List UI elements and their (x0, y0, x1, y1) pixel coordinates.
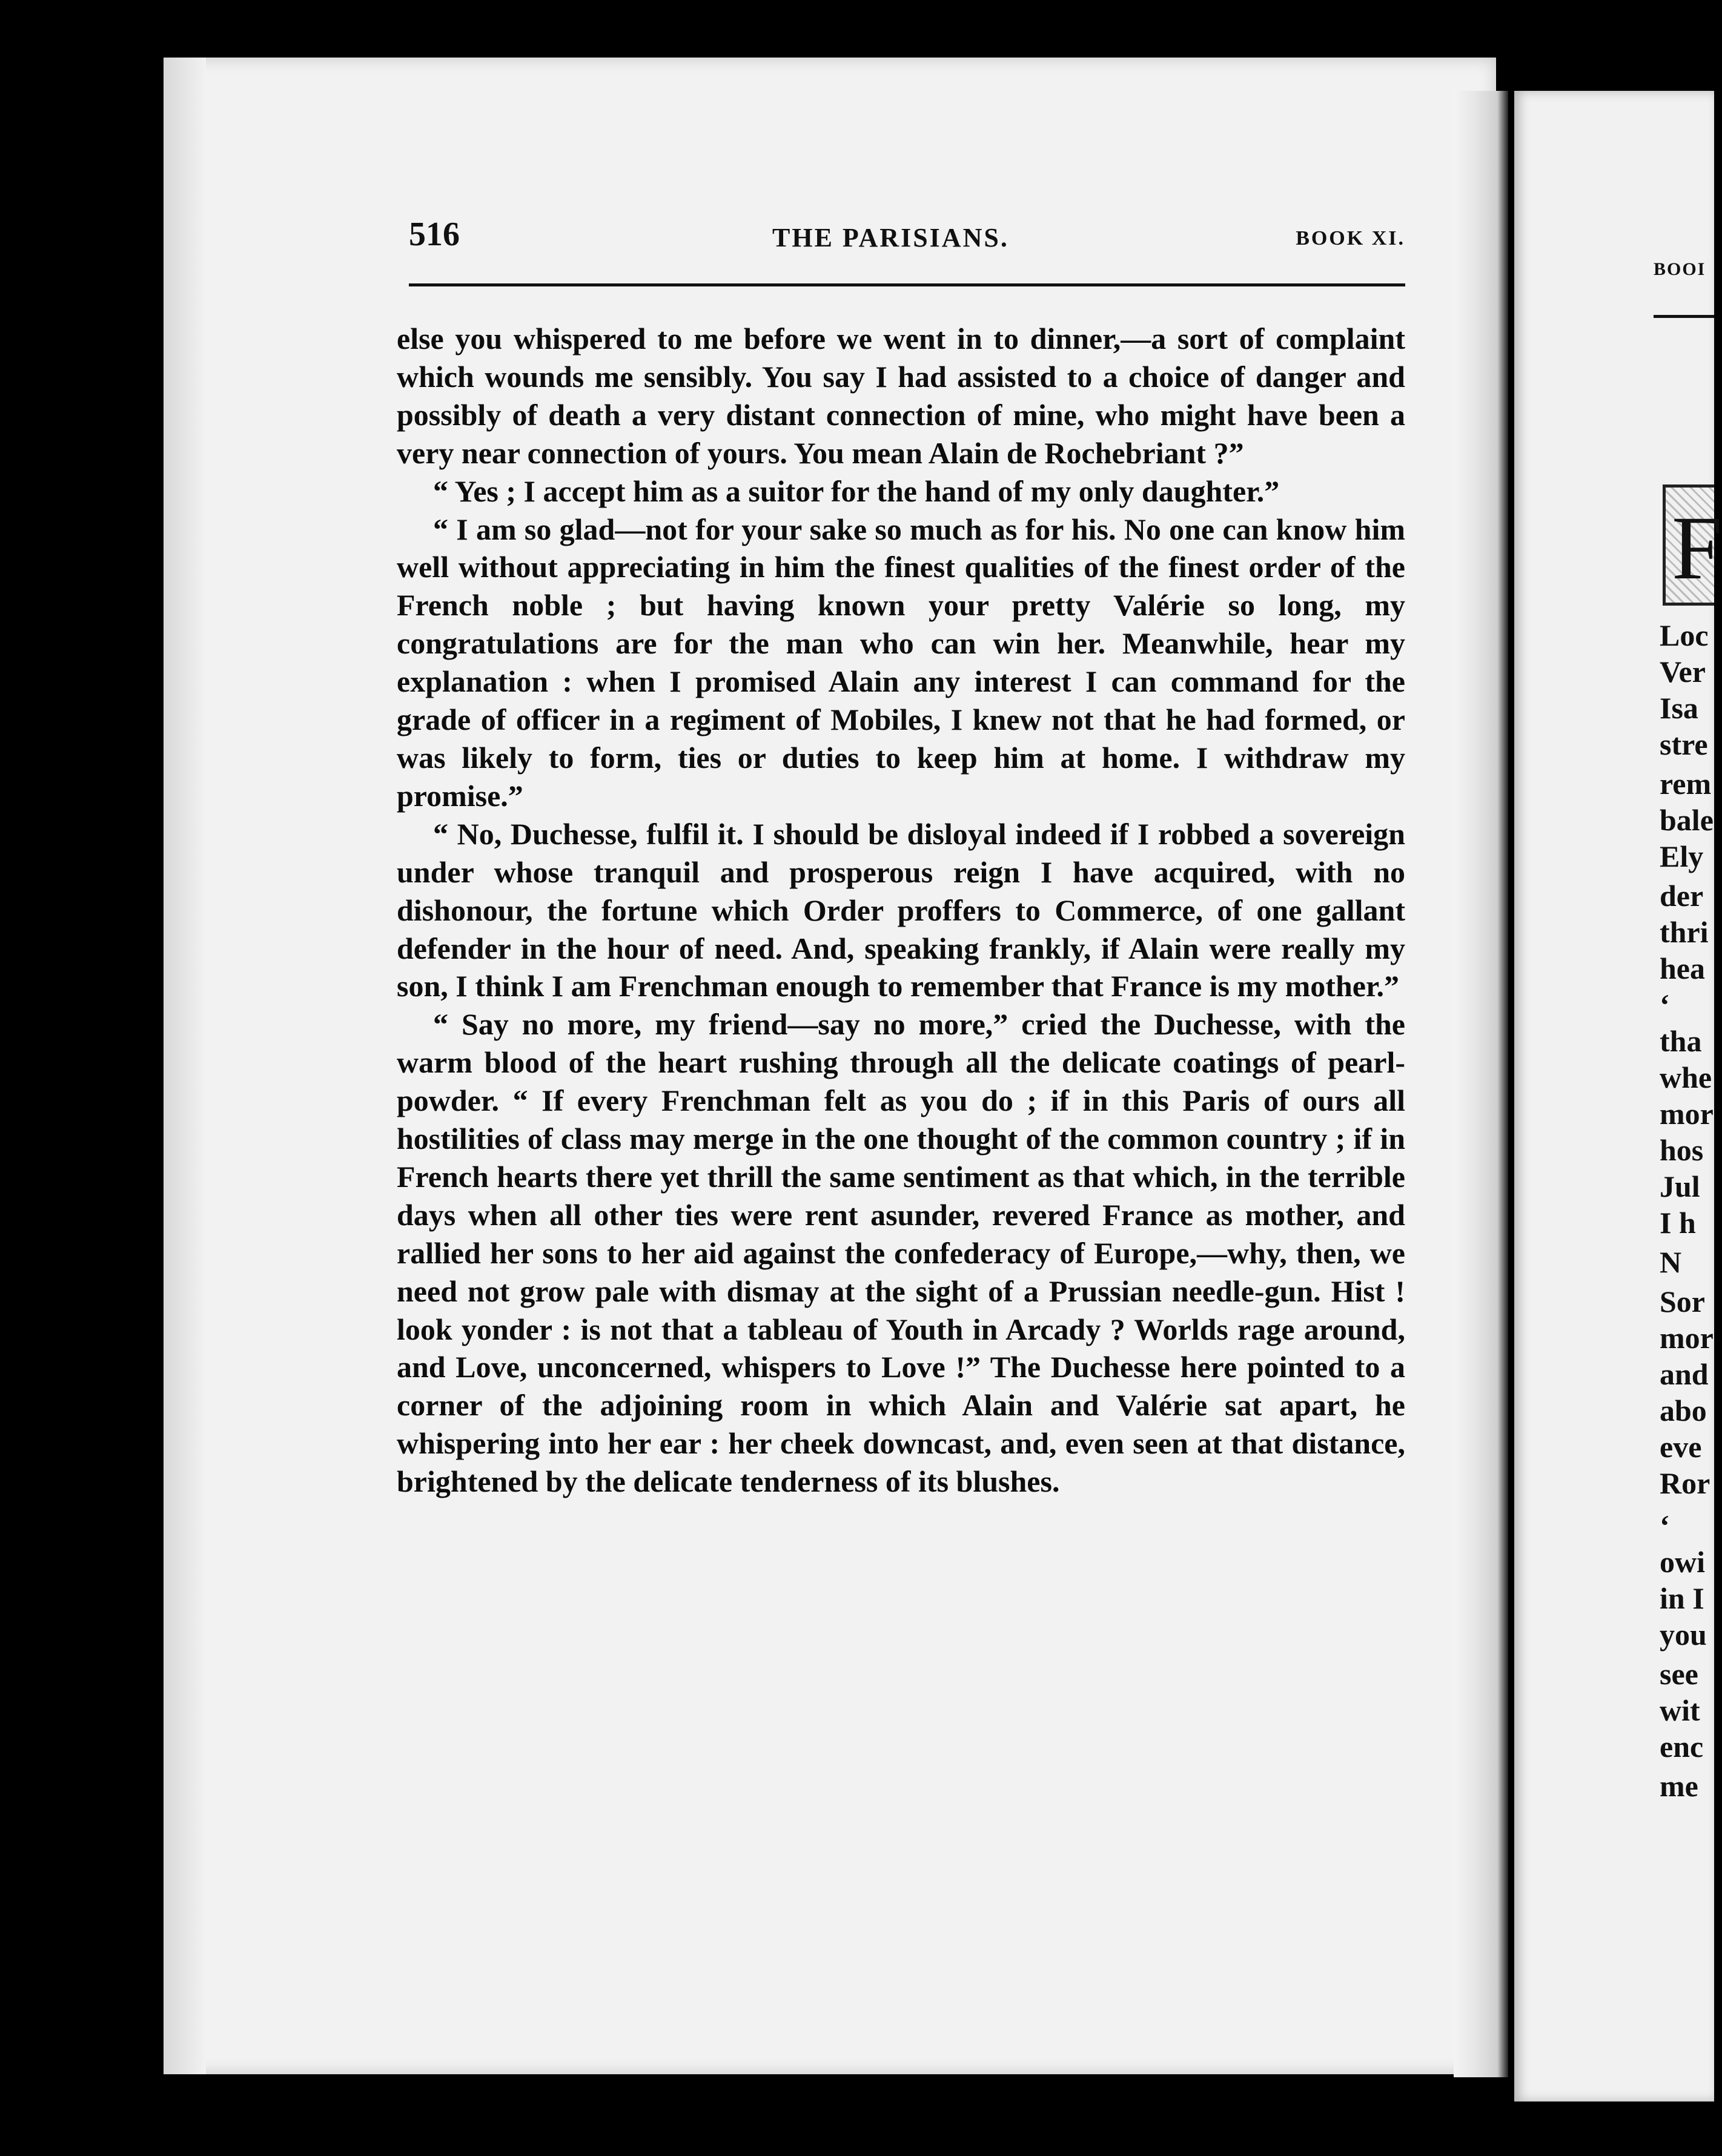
facing-page-rule (1654, 315, 1714, 318)
facing-page-line-fragment: I h (1660, 1206, 1696, 1240)
facing-page-line-fragment: me (1660, 1769, 1698, 1803)
paragraph: “ Say no more, my friend—say no more,” cried the Duchesse, with the warm blood of the heart rushing through all the delicate coatings of pearl-powder. “ If every Frenchman felt as you do ; if in this Paris of ours all hostilities of class may merge in the one thought of the common country ; if in French hearts there yet thrill the same sentiment as that which, in the terrible days when all other ties were rent asunder, revered France as mother, and rallied her sons to her aid against the confederacy of Europe,—why, then, we need not grow pale with dismay at the sight of a Prussian needle-gun. Hist ! look yonder : is not that a tableau of Youth in Arcady ? Worlds rage around, and Love, unconcerned, whispers to Love !” The Duchesse here pointed to a corner of the adjoining room in which Alain and Valérie sat apart, he whispering into her ear : her cheek downcast, and, even seen at that distance, brightened by the delicate tenderness of its blushes. (397, 1007, 1405, 1499)
facing-page-line-fragment: hos (1660, 1133, 1704, 1167)
facing-page-line-fragment: rem (1660, 767, 1712, 801)
facing-page-line-fragment: mor (1660, 1097, 1714, 1131)
facing-page-line-fragment: abo (1660, 1394, 1707, 1427)
page-body (397, 320, 1405, 1501)
facing-page-line-fragment: Isa (1660, 691, 1698, 725)
paragraph: else you whispered to me before we went in to dinner,—a sort of complaint which wounds me sensibly. You say I had assisted to a choice of danger and possibly of death a very distant connection of mine, who might have been a very near connection of yours. You mean Alain de Rochebriant ?” (397, 322, 1405, 470)
facing-page-line-fragment: see (1660, 1657, 1698, 1691)
facing-page-line-fragment: whe (1660, 1060, 1712, 1094)
facing-page-line-fragment: mor (1660, 1321, 1714, 1355)
book-section: BOOK XI. (1296, 227, 1405, 250)
facing-page-line-fragment: Sor (1660, 1285, 1705, 1318)
facing-page-header: BOOI (1654, 259, 1706, 279)
facing-page-line-fragment: you (1660, 1618, 1707, 1652)
facing-page-line-fragment: Ver (1660, 655, 1706, 689)
facing-page-line-fragment: owi (1660, 1545, 1705, 1579)
facing-page-line-fragment: der (1660, 879, 1704, 913)
facing-page-line-fragment: hea (1660, 951, 1705, 985)
book-title: THE PARISIANS. (772, 223, 1009, 253)
paragraph: “ Yes ; I accept him as a suitor for the hand of my only daughter.” (433, 474, 1280, 508)
facing-page-line-fragment: ‘ (1660, 988, 1670, 1022)
facing-page-line-fragment: and (1660, 1357, 1709, 1391)
facing-page-line-fragment: bale (1660, 803, 1714, 837)
facing-page-line-fragment: Loc (1660, 618, 1709, 652)
facing-page-line-fragment: in I (1660, 1581, 1704, 1615)
facing-page-line-fragment: Ror (1660, 1466, 1710, 1500)
facing-page-line-fragment: Jul (1660, 1169, 1700, 1203)
header-rule (409, 283, 1405, 286)
facing-page-drop-cap: F (1663, 484, 1714, 606)
paragraph: “ I am so glad—not for your sake so much as for his. No one can know him well without appreciating in him the finest qualities of the finest order of the French noble ; but having known your pretty Valérie so long, my congratulations are for the man who can win her. Meanwhile, hear my explanation : when I promised Alain any interest I can command for the grade of officer in a regiment of Mobiles, I knew not that he had formed, or was likely to form, ties or duties to keep him at home. I withdraw my promise.” (397, 512, 1405, 813)
facing-page-line-fragment: N (1660, 1245, 1682, 1279)
page-number: 516 (409, 216, 460, 253)
facing-page-line-fragment: ‘ (1660, 1509, 1670, 1543)
paragraph: “ No, Duchesse, fulfil it. I should be disloyal indeed if I robbed a sovereign under whose tranquil and prosperous reign I have acquired, with no dishonour, the fortune which Order proffers to Commerce, of one gallant defender in the hour of need. And, speaking frankly, if Alain were really my son, I think I am Frenchman enough to remember that France is my mother.” (397, 816, 1405, 1004)
book-gutter (1454, 91, 1508, 2077)
facing-page-line-fragment: stre (1660, 727, 1708, 761)
running-head (409, 215, 1405, 257)
facing-page-line-fragment: thri (1660, 915, 1709, 949)
facing-page-line-fragment: wit (1660, 1693, 1700, 1727)
facing-page-line-fragment: eve (1660, 1430, 1702, 1464)
facing-page-line-fragment: enc (1660, 1730, 1704, 1764)
facing-page-line-fragment: Ely (1660, 839, 1704, 873)
facing-page-line-fragment: tha (1660, 1024, 1702, 1058)
